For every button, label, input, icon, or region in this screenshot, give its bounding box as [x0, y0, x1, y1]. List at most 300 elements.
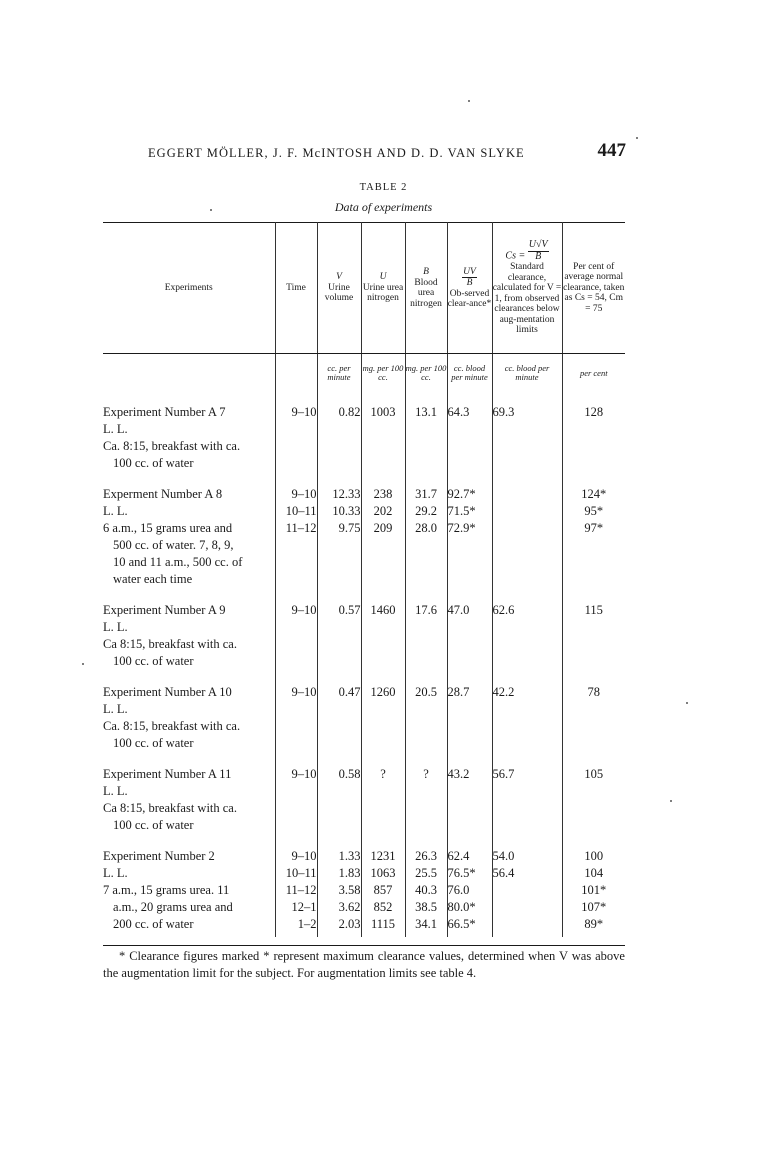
cell-observed	[447, 701, 492, 718]
scan-speck	[686, 702, 688, 704]
cell-observed	[447, 571, 492, 588]
spacer-cell	[405, 752, 447, 766]
spacer-cell	[447, 472, 492, 486]
table-row	[103, 404, 625, 421]
experiment-text: Experiment Number A 9	[103, 603, 226, 617]
cell-volume: 10.33	[317, 503, 361, 520]
spacer-cell	[492, 588, 562, 602]
cell-volume: 3.62	[317, 899, 361, 916]
cell-standard	[492, 503, 562, 520]
cell-urine-urea: 209	[361, 520, 405, 537]
cell-standard	[492, 899, 562, 916]
experiment-text: Experment Number A 8	[103, 487, 223, 501]
cell-percent: 95*	[584, 504, 604, 518]
unit-experiments	[103, 354, 275, 393]
experiment-detail	[103, 636, 275, 653]
cell-observed	[447, 718, 492, 735]
cell-volume	[317, 421, 361, 438]
experiment-detail	[103, 865, 275, 882]
cell-time: 9–10	[275, 848, 317, 865]
spacer-cell	[405, 670, 447, 684]
cell-volume: 1.33	[317, 848, 361, 865]
spacer-cell	[562, 752, 625, 766]
cell-observed: 62.4	[447, 848, 492, 865]
experiment-detail	[103, 554, 275, 571]
col-head-volume	[317, 223, 361, 354]
experiment-detail	[103, 438, 275, 455]
cell-volume	[317, 735, 361, 752]
cell-blood-urea	[405, 619, 447, 636]
cell-time	[275, 817, 317, 834]
experiment-detail	[103, 882, 275, 899]
table-row	[103, 636, 625, 653]
spacer-cell	[361, 752, 405, 766]
experiment-text: Ca 8:15, breakfast with ca.	[103, 801, 237, 815]
cell-urine-urea	[361, 653, 405, 670]
spacer-cell	[275, 834, 317, 848]
std-formula-left: Cs =	[505, 250, 526, 262]
experiment-text: 500 cc. of water. 7, 8, 9,	[113, 538, 234, 552]
scan-speck	[468, 100, 470, 102]
table-row	[103, 817, 625, 834]
spacer-cell	[275, 472, 317, 486]
cell-percent	[562, 800, 625, 817]
cell-blood-urea	[405, 701, 447, 718]
cell-volume: 12.33	[317, 486, 361, 503]
cell-blood-urea: 31.7	[405, 486, 447, 503]
spacer-cell	[562, 472, 625, 486]
cell-percent	[562, 571, 625, 588]
cell-urine-urea: 1260	[361, 684, 405, 701]
cell-blood-urea	[405, 636, 447, 653]
cell-blood-urea: 40.3	[405, 882, 447, 899]
table-row	[103, 571, 625, 588]
cell-time	[275, 735, 317, 752]
col-head-standard	[492, 223, 562, 354]
table-row	[103, 916, 625, 937]
scan-speck	[670, 800, 672, 802]
cell-urine-urea	[361, 817, 405, 834]
std-fraction-num: U√V	[528, 239, 548, 251]
cell-volume	[317, 455, 361, 472]
col-head-urine-urea	[361, 223, 405, 354]
cell-standard: 69.3	[492, 404, 562, 421]
cell-time: 11–12	[275, 882, 317, 899]
cell-percent: 128	[584, 405, 604, 419]
spacer-cell	[317, 670, 361, 684]
cell-time: 12–1	[275, 899, 317, 916]
experiment-text: 6 a.m., 15 grams urea and	[103, 521, 233, 535]
experiment-detail	[103, 783, 275, 800]
experiment-detail	[103, 718, 275, 735]
table-row	[103, 602, 625, 619]
cell-blood-urea: 25.5	[405, 865, 447, 882]
std-fraction	[528, 240, 549, 262]
col-head-blood-urea-label: Blood urea nitrogen	[410, 277, 442, 309]
spacer-cell	[103, 392, 275, 404]
spacer-cell	[405, 392, 447, 404]
cell-observed	[447, 735, 492, 752]
experiment-text: 100 cc. of water	[113, 736, 194, 750]
cell-blood-urea	[405, 718, 447, 735]
cell-standard	[492, 619, 562, 636]
cell-time: 10–11	[275, 503, 317, 520]
spacer-cell	[317, 392, 361, 404]
cell-time: 9–10	[275, 602, 317, 619]
experiment-detail	[103, 571, 275, 588]
cell-percent	[562, 701, 625, 718]
table-row	[103, 783, 625, 800]
cell-urine-urea	[361, 800, 405, 817]
cell-observed	[447, 554, 492, 571]
std-formula	[493, 240, 562, 262]
cell-observed	[447, 537, 492, 554]
cell-percent: 105	[584, 767, 604, 781]
cell-standard: 56.4	[492, 865, 562, 882]
cell-urine-urea	[361, 718, 405, 735]
spacer-cell	[361, 472, 405, 486]
cell-blood-urea	[405, 735, 447, 752]
cell-volume: 9.75	[317, 520, 361, 537]
experiment-detail	[103, 817, 275, 834]
cell-blood-urea: 20.5	[405, 684, 447, 701]
table-row	[103, 848, 625, 865]
table-row	[103, 619, 625, 636]
cell-blood-urea	[405, 554, 447, 571]
cell-standard	[492, 718, 562, 735]
experiment-text: Experiment Number A 10	[103, 685, 232, 699]
col-head-standard-label: Standard clearance, calculated for V = 1, from observed clearances below aug-mentation limits	[492, 262, 562, 336]
cell-standard: 42.2	[492, 684, 562, 701]
cell-urine-urea: 1231	[361, 848, 405, 865]
cell-blood-urea: 28.0	[405, 520, 447, 537]
col-head-blood-urea-symbol: B	[423, 267, 429, 277]
spacer-cell	[103, 752, 275, 766]
cell-percent	[562, 619, 625, 636]
cell-observed: 72.9*	[447, 520, 492, 537]
cell-observed: 76.0	[447, 882, 492, 899]
experiment-text: Ca 8:15, breakfast with ca.	[103, 637, 237, 651]
cell-volume: 0.82	[317, 404, 361, 421]
cell-time	[275, 554, 317, 571]
spacer-cell	[447, 752, 492, 766]
std-fraction-den: B	[535, 250, 542, 262]
cell-volume: 0.58	[317, 766, 361, 783]
cell-time	[275, 800, 317, 817]
cell-percent	[562, 537, 625, 554]
cell-observed: 64.3	[447, 404, 492, 421]
cell-volume	[317, 653, 361, 670]
spacer-cell	[492, 670, 562, 684]
spacer-cell	[562, 834, 625, 848]
experiment-detail	[103, 455, 275, 472]
experiment-text: 100 cc. of water	[113, 654, 194, 668]
spacer-cell	[317, 834, 361, 848]
spacer-cell	[447, 392, 492, 404]
cell-urine-urea: 1115	[361, 916, 405, 937]
cell-volume: 0.57	[317, 602, 361, 619]
cell-standard	[492, 701, 562, 718]
cell-volume	[317, 817, 361, 834]
table-row	[103, 865, 625, 882]
units-row	[103, 354, 625, 393]
experiment-text: a.m., 20 grams urea and	[113, 900, 233, 914]
cell-standard	[492, 486, 562, 503]
spacer-cell	[562, 392, 625, 404]
cell-percent	[562, 653, 625, 670]
experiment-name	[103, 602, 275, 619]
cell-blood-urea	[405, 421, 447, 438]
experiment-text: L. L.	[103, 620, 128, 634]
table-row	[103, 503, 625, 520]
cell-urine-urea: 1460	[361, 602, 405, 619]
cell-standard	[492, 653, 562, 670]
cell-urine-urea: ?	[361, 766, 405, 783]
table-footnote: * Clearance figures marked * represent maximum clearance values, determined when V was above the augmentation limit for the subject. For augmentation limits see table 4.	[103, 945, 625, 982]
experiment-detail	[103, 916, 275, 937]
cell-observed: 66.5*	[447, 916, 492, 937]
cell-standard	[492, 438, 562, 455]
cell-standard	[492, 421, 562, 438]
unit-percent: per cent	[579, 367, 608, 378]
page-number: 447	[597, 140, 626, 161]
experiment-detail	[103, 800, 275, 817]
experiment-detail	[103, 503, 275, 520]
cell-standard	[492, 520, 562, 537]
cell-standard	[492, 455, 562, 472]
spacer-cell	[275, 670, 317, 684]
cell-urine-urea: 1003	[361, 404, 405, 421]
cell-percent	[562, 421, 625, 438]
cell-observed: 47.0	[447, 602, 492, 619]
spacer-cell	[361, 834, 405, 848]
group-spacer	[103, 472, 625, 486]
spacer-cell	[492, 392, 562, 404]
cell-volume	[317, 537, 361, 554]
experiment-text: Experiment Number A 11	[103, 767, 232, 781]
table-row	[103, 520, 625, 537]
cell-percent: 101*	[581, 883, 607, 897]
cell-standard	[492, 882, 562, 899]
cell-volume: 2.03	[317, 916, 361, 937]
experiment-detail	[103, 421, 275, 438]
col-head-urine-urea-label: Urine urea nitrogen	[362, 282, 404, 304]
observed-fraction-num: UV	[463, 266, 476, 277]
table-row	[103, 766, 625, 783]
table-row	[103, 899, 625, 916]
experiment-name	[103, 766, 275, 783]
experiment-text: 100 cc. of water	[113, 456, 194, 470]
cell-time	[275, 571, 317, 588]
col-head-percent: Per cent of average normal clearance, taken as Cs = 54, Cm = 75	[562, 223, 625, 354]
table-row	[103, 882, 625, 899]
cell-blood-urea	[405, 455, 447, 472]
spacer-cell	[405, 588, 447, 602]
unit-volume: cc. per minute	[317, 354, 361, 393]
cell-standard: 56.7	[492, 766, 562, 783]
cell-time	[275, 421, 317, 438]
cell-observed: 80.0*	[447, 899, 492, 916]
cell-volume	[317, 636, 361, 653]
cell-volume	[317, 571, 361, 588]
cell-standard	[492, 554, 562, 571]
table-row	[103, 537, 625, 554]
cell-volume	[317, 783, 361, 800]
cell-percent	[562, 817, 625, 834]
experiment-detail	[103, 619, 275, 636]
cell-standard	[492, 916, 562, 937]
cell-percent: 97*	[584, 521, 604, 535]
cell-blood-urea: 26.3	[405, 848, 447, 865]
cell-standard	[492, 817, 562, 834]
spacer-cell	[361, 588, 405, 602]
group-spacer	[103, 392, 625, 404]
cell-standard	[492, 537, 562, 554]
cell-urine-urea	[361, 619, 405, 636]
cell-time	[275, 783, 317, 800]
experiment-detail	[103, 899, 275, 916]
cell-percent	[562, 735, 625, 752]
running-head: EGGERT MÖLLER, J. F. McINTOSH AND D. D. VAN SLYKE	[148, 146, 525, 160]
cell-percent	[562, 455, 625, 472]
cell-observed	[447, 800, 492, 817]
experiment-text: L. L.	[103, 866, 128, 880]
spacer-cell	[103, 834, 275, 848]
spacer-cell	[492, 752, 562, 766]
cell-observed: 43.2	[447, 766, 492, 783]
cell-time: 9–10	[275, 766, 317, 783]
cell-percent: 124*	[581, 487, 607, 501]
table-row	[103, 800, 625, 817]
cell-blood-urea	[405, 571, 447, 588]
cell-blood-urea	[405, 537, 447, 554]
table-body	[103, 392, 625, 937]
spacer-cell	[317, 472, 361, 486]
cell-volume	[317, 438, 361, 455]
spacer-cell	[275, 588, 317, 602]
cell-observed: 28.7	[447, 684, 492, 701]
experiment-text: Ca. 8:15, breakfast with ca.	[103, 719, 241, 733]
cell-time	[275, 537, 317, 554]
cell-urine-urea: 857	[361, 882, 405, 899]
experiment-text: Experiment Number A 7	[103, 405, 226, 419]
table-row	[103, 486, 625, 503]
unit-blood-urea: mg. per 100 cc.	[405, 354, 447, 393]
group-spacer	[103, 588, 625, 602]
spacer-cell	[317, 588, 361, 602]
cell-urine-urea	[361, 455, 405, 472]
cell-blood-urea: 34.1	[405, 916, 447, 937]
scan-speck	[210, 209, 212, 211]
spacer-cell	[361, 670, 405, 684]
cell-urine-urea	[361, 636, 405, 653]
experiment-detail	[103, 735, 275, 752]
experiment-name	[103, 848, 275, 865]
scan-speck	[636, 137, 638, 139]
cell-blood-urea	[405, 438, 447, 455]
cell-observed	[447, 783, 492, 800]
cell-observed	[447, 455, 492, 472]
table-row	[103, 701, 625, 718]
table-row	[103, 653, 625, 670]
cell-time: 1–2	[275, 916, 317, 937]
cell-blood-urea	[405, 800, 447, 817]
experiment-text: water each time	[113, 572, 193, 586]
cell-percent: 78	[587, 685, 600, 699]
cell-observed	[447, 438, 492, 455]
cell-observed: 92.7*	[447, 486, 492, 503]
experiment-text: 10 and 11 a.m., 500 cc. of	[113, 555, 243, 569]
experiment-text: 200 cc. of water	[113, 917, 194, 931]
spacer-cell	[275, 752, 317, 766]
cell-volume	[317, 701, 361, 718]
spacer-cell	[405, 472, 447, 486]
spacer-cell	[317, 752, 361, 766]
cell-percent: 115	[584, 603, 603, 617]
table-caption: Data of experiments	[334, 200, 433, 214]
experiment-text: L. L.	[103, 504, 128, 518]
spacer-cell	[447, 588, 492, 602]
table-row	[103, 421, 625, 438]
cell-blood-urea: 13.1	[405, 404, 447, 421]
cell-observed: 76.5*	[447, 865, 492, 882]
table-row	[103, 554, 625, 571]
cell-time: 10–11	[275, 865, 317, 882]
cell-volume	[317, 554, 361, 571]
col-head-experiments: Experiments	[103, 223, 275, 354]
cell-urine-urea	[361, 735, 405, 752]
cell-time	[275, 718, 317, 735]
experiment-text: 7 a.m., 15 grams urea. 11	[103, 883, 230, 897]
table-title: TABLE 2	[359, 182, 408, 193]
spacer-cell	[103, 588, 275, 602]
data-table	[103, 222, 625, 937]
scan-speck	[82, 663, 84, 665]
page-header	[148, 140, 626, 166]
cell-standard	[492, 571, 562, 588]
col-head-volume-symbol: V	[336, 272, 342, 283]
cell-volume	[317, 718, 361, 735]
spacer-cell	[447, 834, 492, 848]
cell-standard: 54.0	[492, 848, 562, 865]
cell-urine-urea	[361, 554, 405, 571]
cell-time	[275, 701, 317, 718]
cell-volume: 0.47	[317, 684, 361, 701]
spacer-cell	[103, 472, 275, 486]
experiment-text: L. L.	[103, 784, 128, 798]
cell-time: 9–10	[275, 486, 317, 503]
cell-percent: 100	[584, 849, 604, 863]
cell-observed	[447, 817, 492, 834]
spacer-cell	[447, 670, 492, 684]
experiment-name	[103, 486, 275, 503]
experiment-text: 100 cc. of water	[113, 818, 194, 832]
cell-time	[275, 455, 317, 472]
experiment-detail	[103, 537, 275, 554]
cell-observed: 71.5*	[447, 503, 492, 520]
cell-standard	[492, 800, 562, 817]
spacer-cell	[103, 670, 275, 684]
cell-volume: 3.58	[317, 882, 361, 899]
spacer-cell	[492, 834, 562, 848]
col-head-volume-label: Urine volume	[324, 282, 354, 304]
cell-time	[275, 619, 317, 636]
group-spacer	[103, 670, 625, 684]
cell-volume	[317, 619, 361, 636]
cell-percent	[562, 438, 625, 455]
experiment-name	[103, 404, 275, 421]
cell-standard	[492, 783, 562, 800]
